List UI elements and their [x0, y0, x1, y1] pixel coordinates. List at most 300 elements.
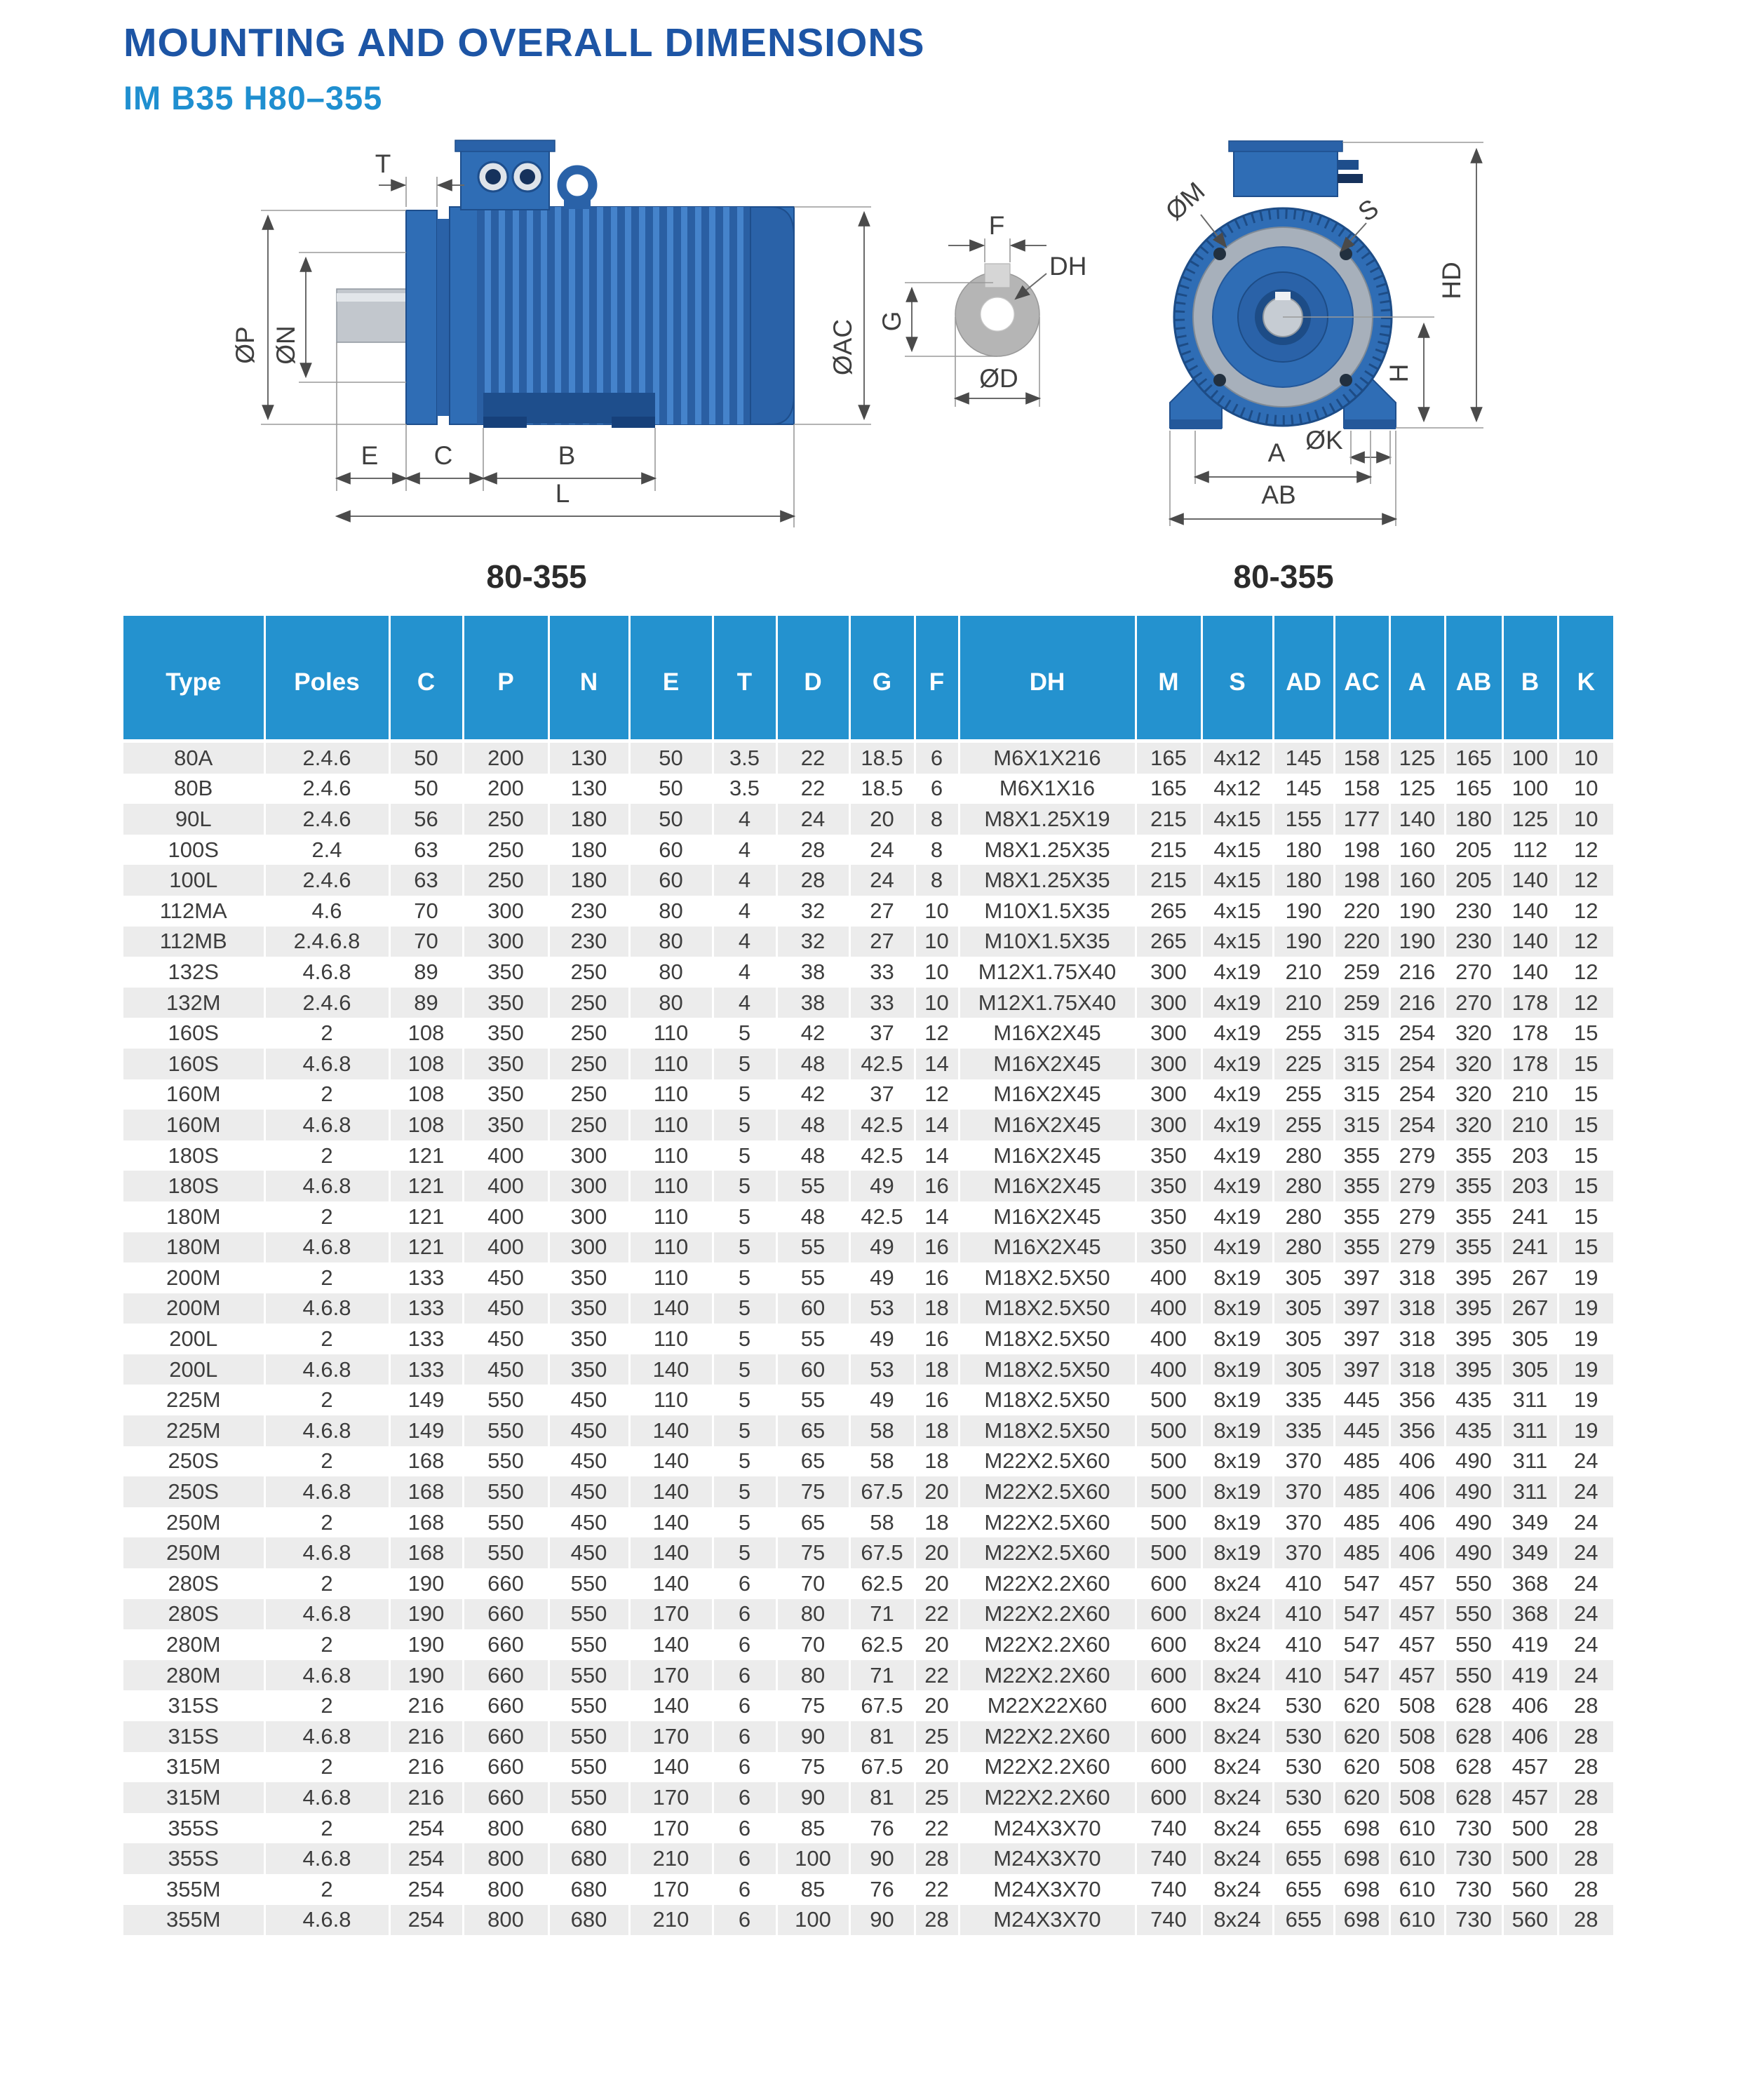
table-cell: 250 [548, 1110, 629, 1140]
table-cell: 216 [1389, 957, 1445, 988]
table-cell: 450 [548, 1385, 629, 1415]
table-cell: 350 [463, 957, 548, 988]
table-cell: 500 [1136, 1446, 1201, 1477]
table-cell: 311 [1502, 1476, 1558, 1507]
table-cell: 14 [915, 1049, 959, 1079]
table-cell: 740 [1136, 1874, 1201, 1905]
table-cell: 168 [389, 1537, 463, 1568]
table-row [123, 1354, 1613, 1385]
table-cell: 110 [629, 1201, 713, 1232]
table-cell: 5 [713, 1415, 776, 1446]
table-cell: 280S [123, 1568, 264, 1599]
table-cell: 8 [915, 835, 959, 866]
table-cell: 100 [1502, 774, 1558, 804]
table-cell: 190 [389, 1599, 463, 1630]
table-cell: 350 [463, 1049, 548, 1079]
table-cell: 140 [1502, 865, 1558, 896]
table-cell: 18 [915, 1354, 959, 1385]
table-cell: 250 [463, 804, 548, 835]
table-cell: 2 [264, 1140, 389, 1171]
table-cell: 67.5 [849, 1752, 915, 1783]
table-cell: M24X3X70 [959, 1813, 1136, 1844]
table-cell: 5 [713, 1110, 776, 1140]
dim-label-h: H [1385, 363, 1413, 383]
table-cell: 63 [389, 835, 463, 866]
motor-front-view [1160, 141, 1483, 526]
column-header-d: D [776, 616, 849, 741]
table-cell: 14 [915, 1140, 959, 1171]
table-cell: 740 [1136, 1813, 1201, 1844]
table-cell: 279 [1389, 1232, 1445, 1263]
table-cell: 550 [548, 1660, 629, 1691]
table-cell: 620 [1334, 1721, 1389, 1752]
column-header-b: B [1502, 616, 1558, 741]
table-cell: 320 [1445, 1079, 1502, 1110]
table-cell: 121 [389, 1140, 463, 1171]
table-row [123, 835, 1613, 866]
table-cell: 37 [849, 1018, 915, 1049]
table-cell: 140 [629, 1507, 713, 1538]
table-cell: 8x19 [1201, 1446, 1273, 1477]
table-cell: 730 [1445, 1905, 1502, 1936]
table-cell: 410 [1273, 1660, 1334, 1691]
table-cell: 80B [123, 774, 264, 804]
table-cell: 4.6.8 [264, 1232, 389, 1263]
table-cell: 450 [548, 1446, 629, 1477]
table-row [123, 774, 1613, 804]
table-cell: 4x19 [1201, 1049, 1273, 1079]
table-cell: 140 [629, 1476, 713, 1507]
table-cell: 500 [1136, 1476, 1201, 1507]
table-cell: 55 [776, 1171, 849, 1201]
table-cell: 225 [1273, 1049, 1334, 1079]
table-cell: 133 [389, 1262, 463, 1293]
table-cell: 620 [1334, 1690, 1389, 1721]
table-cell: 4 [713, 896, 776, 927]
table-cell: 49 [849, 1262, 915, 1293]
table-cell: 12 [1574, 868, 1598, 893]
column-header-e: E [629, 616, 713, 741]
table-cell: 8x19 [1201, 1293, 1273, 1324]
table-cell: 160M [123, 1079, 264, 1110]
table-cell: 15 [1574, 1112, 1598, 1137]
table-cell: 22 [776, 741, 849, 774]
table-cell: 5 [713, 1446, 776, 1477]
table-cell: 320 [1445, 1110, 1502, 1140]
table-cell: 5 [713, 1049, 776, 1079]
table-cell: 60 [629, 835, 713, 866]
table-cell: 110 [629, 1079, 713, 1110]
table-cell: 490 [1445, 1507, 1502, 1538]
table-cell: 5 [713, 1476, 776, 1507]
table-cell: 660 [463, 1599, 548, 1630]
table-cell: 22 [915, 1874, 959, 1905]
table-cell: 180 [548, 865, 629, 896]
table-cell: 250M [123, 1537, 264, 1568]
table-cell: 4.6 [264, 896, 389, 927]
table-cell: 311 [1502, 1415, 1558, 1446]
table-cell: 485 [1334, 1507, 1389, 1538]
table-cell: 16 [915, 1262, 959, 1293]
table-cell: 400 [1136, 1324, 1201, 1354]
table-cell: 65 [776, 1415, 849, 1446]
table-cell: 397 [1334, 1354, 1389, 1385]
table-cell: 628 [1445, 1752, 1502, 1783]
table-cell: 457 [1389, 1599, 1445, 1630]
table-cell: 4x15 [1201, 927, 1273, 957]
table-cell: 112MB [123, 927, 264, 957]
table-cell: 300 [463, 927, 548, 957]
table-cell: 24 [1574, 1632, 1598, 1657]
table-cell: 89 [389, 988, 463, 1018]
table-cell: 210 [1273, 957, 1334, 988]
table-row [123, 1415, 1613, 1446]
table-cell: M18X2.5X50 [959, 1324, 1136, 1354]
column-header-a: A [1389, 616, 1445, 741]
table-cell: M22X22X60 [959, 1690, 1136, 1721]
table-cell: 5 [713, 1385, 776, 1415]
table-cell: 8x24 [1201, 1690, 1273, 1721]
table-cell: 600 [1136, 1629, 1201, 1660]
column-header-p: P [463, 616, 548, 741]
table-cell: 48 [776, 1049, 849, 1079]
table-row [123, 1446, 1613, 1477]
table-cell: 265 [1136, 927, 1201, 957]
table-cell: 180 [548, 804, 629, 835]
table-cell: 230 [1445, 896, 1502, 927]
table-cell: 19 [1574, 1326, 1598, 1352]
table-cell: 320 [1445, 1018, 1502, 1049]
table-cell: 660 [463, 1660, 548, 1691]
table-cell: 628 [1445, 1690, 1502, 1721]
table-cell: 300 [1136, 1018, 1201, 1049]
table-cell: 355 [1334, 1201, 1389, 1232]
table-cell: 254 [1389, 1079, 1445, 1110]
table-cell: 38 [776, 957, 849, 988]
table-cell: 28 [1574, 1907, 1598, 1932]
table-cell: 6 [713, 1568, 776, 1599]
table-cell: 250S [123, 1476, 264, 1507]
table-cell: 15 [1574, 1143, 1598, 1168]
table-cell: 400 [1136, 1293, 1201, 1324]
table-cell: 300 [548, 1140, 629, 1171]
table-cell: 550 [548, 1568, 629, 1599]
dim-label-f: F [988, 211, 1005, 240]
table-cell: 2 [264, 1629, 389, 1660]
table-cell: 80 [629, 896, 713, 927]
table-cell: 350 [463, 1110, 548, 1140]
table-cell: 255 [1273, 1079, 1334, 1110]
table-cell: 397 [1334, 1324, 1389, 1354]
table-cell: M12X1.75X40 [959, 988, 1136, 1018]
table-row [123, 804, 1613, 835]
table-cell: 28 [915, 1905, 959, 1936]
table-cell: 8x24 [1201, 1721, 1273, 1752]
table-cell: 300 [1136, 957, 1201, 988]
table-cell: 355 [1445, 1171, 1502, 1201]
table-cell: 165 [1136, 741, 1201, 774]
table-cell: 4.6.8 [264, 1293, 389, 1324]
table-cell: 355 [1445, 1140, 1502, 1171]
table-cell: 350 [548, 1354, 629, 1385]
dim-label-a: A [1267, 438, 1286, 467]
table-cell: 20 [915, 1629, 959, 1660]
table-cell: 4x19 [1201, 1232, 1273, 1263]
table-cell: 28 [776, 835, 849, 866]
table-cell: 85 [776, 1874, 849, 1905]
table-cell: 550 [548, 1782, 629, 1813]
table-cell: 2.4 [264, 835, 389, 866]
table-cell: 655 [1273, 1813, 1334, 1844]
table-cell: 600 [1136, 1752, 1201, 1783]
table-cell: 180S [123, 1140, 264, 1171]
table-cell: 4 [713, 804, 776, 835]
table-cell: 110 [629, 1140, 713, 1171]
table-cell: 205 [1445, 865, 1502, 896]
table-cell: 320 [1445, 1049, 1502, 1079]
table-cell: M24X3X70 [959, 1874, 1136, 1905]
table-cell: 490 [1445, 1476, 1502, 1507]
table-cell: 67.5 [849, 1690, 915, 1721]
table-cell: 100 [776, 1905, 849, 1936]
table-cell: 12 [915, 1079, 959, 1110]
table-cell: M24X3X70 [959, 1843, 1136, 1874]
table-cell: 63 [389, 865, 463, 896]
dim-label-dh: DH [1049, 252, 1087, 281]
table-cell: 4x12 [1201, 774, 1273, 804]
table-cell: 5 [713, 1171, 776, 1201]
table-row [123, 1507, 1613, 1538]
table-cell: 6 [713, 1690, 776, 1721]
dim-label-hd: HD [1437, 262, 1466, 299]
column-header-g: G [849, 616, 915, 741]
table-cell: 121 [389, 1232, 463, 1263]
table-row [123, 865, 1613, 896]
table-cell: 610 [1389, 1813, 1445, 1844]
table-cell: 315 [1334, 1079, 1389, 1110]
table-cell: 198 [1334, 835, 1389, 866]
table-cell: 2 [264, 1568, 389, 1599]
table-cell: 435 [1445, 1385, 1502, 1415]
table-cell: 660 [463, 1782, 548, 1813]
table-cell: 50 [629, 804, 713, 835]
dimensions-table [123, 616, 1613, 1935]
table-cell: M6X1X16 [959, 774, 1136, 804]
table-cell: 355S [123, 1843, 264, 1874]
table-cell: 112MA [123, 896, 264, 927]
table-cell: 89 [389, 957, 463, 988]
table-cell: 660 [463, 1568, 548, 1599]
column-header-k: K [1558, 616, 1613, 741]
table-cell: 4x19 [1201, 1079, 1273, 1110]
table-cell: 8x24 [1201, 1782, 1273, 1813]
table-cell: 350 [1136, 1140, 1201, 1171]
table-cell: 400 [463, 1232, 548, 1263]
table-row [123, 1599, 1613, 1630]
table-cell: 53 [849, 1293, 915, 1324]
table-cell: 620 [1334, 1752, 1389, 1783]
table-cell: 2 [264, 1507, 389, 1538]
table-cell: 315S [123, 1721, 264, 1752]
table-cell: 547 [1334, 1629, 1389, 1660]
table-cell: 100S [123, 835, 264, 866]
table-cell: 6 [915, 741, 959, 774]
table-cell: 6 [713, 1874, 776, 1905]
table-cell: 49 [849, 1232, 915, 1263]
table-cell: 410 [1273, 1629, 1334, 1660]
table-cell: 140 [629, 1568, 713, 1599]
table-cell: 550 [463, 1507, 548, 1538]
table-cell: 18 [915, 1446, 959, 1477]
table-cell: 2 [264, 1018, 389, 1049]
table-cell: 24 [849, 865, 915, 896]
table-cell: M22X2.2X60 [959, 1599, 1136, 1630]
table-cell: 800 [463, 1843, 548, 1874]
table-cell: 660 [463, 1721, 548, 1752]
table-cell: 75 [776, 1537, 849, 1568]
table-cell: 205 [1445, 835, 1502, 866]
table-cell: 2 [264, 1201, 389, 1232]
table-cell: 250 [548, 1049, 629, 1079]
table-cell: 15 [1574, 1021, 1598, 1046]
table-cell: 25 [915, 1721, 959, 1752]
table-cell: 680 [548, 1905, 629, 1936]
table-cell: 158 [1334, 774, 1389, 804]
table-cell: 75 [776, 1690, 849, 1721]
table-cell: 108 [389, 1018, 463, 1049]
table-cell: 8x19 [1201, 1537, 1273, 1568]
side-view-caption: 80-355 [486, 558, 587, 595]
table-row [123, 1018, 1613, 1049]
table-cell: 8x24 [1201, 1568, 1273, 1599]
table-cell: 400 [1136, 1262, 1201, 1293]
table-cell: 20 [915, 1476, 959, 1507]
table-cell: 125 [1502, 804, 1558, 835]
table-cell: 547 [1334, 1568, 1389, 1599]
table-cell: 12 [1574, 990, 1598, 1015]
table-cell: 180 [1273, 865, 1334, 896]
table-cell: M8X1.25X35 [959, 835, 1136, 866]
table-cell: 140 [629, 1293, 713, 1324]
table-cell: 550 [1445, 1599, 1502, 1630]
table-cell: 349 [1502, 1507, 1558, 1538]
table-cell: 55 [776, 1385, 849, 1415]
table-cell: 70 [389, 896, 463, 927]
table-cell: 600 [1136, 1568, 1201, 1599]
dim-label-m: ØM [1159, 176, 1211, 226]
table-cell: 550 [1445, 1629, 1502, 1660]
table-cell: 450 [548, 1537, 629, 1568]
table-cell: 216 [389, 1782, 463, 1813]
table-cell: 4x15 [1201, 804, 1273, 835]
table-cell: 18.5 [849, 741, 915, 774]
table-cell: 50 [389, 741, 463, 774]
table-cell: 55 [776, 1324, 849, 1354]
table-cell: 18 [915, 1293, 959, 1324]
table-cell: M16X2X45 [959, 1018, 1136, 1049]
table-cell: 680 [548, 1843, 629, 1874]
table-cell: 508 [1389, 1721, 1445, 1752]
table-cell: 42 [776, 1079, 849, 1110]
table-cell: 220 [1334, 896, 1389, 927]
column-header-s: S [1201, 616, 1273, 741]
table-cell: 140 [629, 1537, 713, 1568]
table-cell: 500 [1136, 1385, 1201, 1415]
table-row [123, 927, 1613, 957]
table-cell: 19 [1574, 1387, 1598, 1413]
table-cell: 190 [389, 1629, 463, 1660]
table-cell: 12 [1574, 898, 1598, 923]
table-cell: 28 [1574, 1693, 1598, 1718]
table-cell: 60 [776, 1293, 849, 1324]
table-cell: 121 [389, 1201, 463, 1232]
table-cell: 280M [123, 1660, 264, 1691]
table-cell: 49 [849, 1324, 915, 1354]
table-cell: 75 [776, 1752, 849, 1783]
shaft-section-view [877, 211, 1086, 407]
table-cell: 5 [713, 1232, 776, 1263]
table-cell: 140 [629, 1415, 713, 1446]
table-cell: M24X3X70 [959, 1905, 1136, 1936]
table-cell: 170 [629, 1782, 713, 1813]
column-header-f: F [915, 616, 959, 741]
table-row [123, 1324, 1613, 1354]
table-cell: 5 [713, 1354, 776, 1385]
table-cell: 698 [1334, 1905, 1389, 1936]
table-cell: 24 [849, 835, 915, 866]
column-header-m: M [1136, 616, 1201, 741]
table-cell: 530 [1273, 1782, 1334, 1813]
table-cell: 6 [915, 774, 959, 804]
table-cell: 315S [123, 1690, 264, 1721]
table-cell: 15 [1574, 1173, 1598, 1199]
dim-label-p: ØP [231, 326, 260, 364]
table-cell: 254 [1389, 1018, 1445, 1049]
table-cell: 2.4.6.8 [264, 927, 389, 957]
table-cell: 508 [1389, 1752, 1445, 1783]
table-cell: 315 [1334, 1110, 1389, 1140]
table-cell: 42.5 [849, 1049, 915, 1079]
table-cell: 445 [1334, 1385, 1389, 1415]
table-cell: 75 [776, 1476, 849, 1507]
table-cell: 160 [1389, 865, 1445, 896]
table-cell: 90 [776, 1782, 849, 1813]
table-cell: 76 [849, 1813, 915, 1844]
table-cell: 4x19 [1201, 1110, 1273, 1140]
table-cell: 160S [123, 1018, 264, 1049]
table-cell: 560 [1502, 1874, 1558, 1905]
table-cell: 315M [123, 1782, 264, 1813]
table-cell: 406 [1389, 1446, 1445, 1477]
table-cell: 395 [1445, 1354, 1502, 1385]
table-cell: 267 [1502, 1262, 1558, 1293]
table-cell: 508 [1389, 1690, 1445, 1721]
table-cell: 550 [463, 1385, 548, 1415]
table-cell: 62.5 [849, 1568, 915, 1599]
table-row [123, 1110, 1613, 1140]
table-cell: 4.6.8 [264, 1660, 389, 1691]
table-cell: 2.4.6 [264, 988, 389, 1018]
table-cell: 254 [389, 1813, 463, 1844]
table-row [123, 1752, 1613, 1783]
column-header-ac: AC [1334, 616, 1389, 741]
page-subtitle: IM B35 H80–355 [123, 79, 383, 116]
table-cell: 65 [776, 1507, 849, 1538]
table-cell: 215 [1136, 835, 1201, 866]
table-cell: M22X2.5X60 [959, 1537, 1136, 1568]
table-cell: 2 [264, 1079, 389, 1110]
table-cell: 628 [1445, 1721, 1502, 1752]
